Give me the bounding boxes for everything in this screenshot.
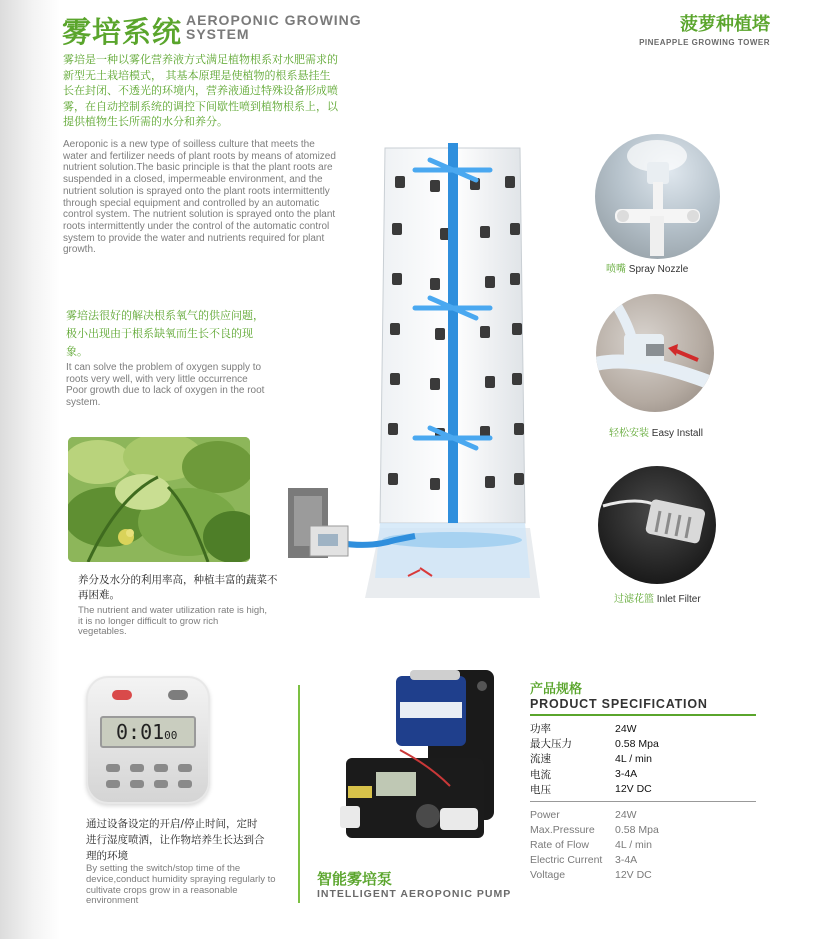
spec-table-en — [530, 807, 659, 883]
feature-caption-inlet-filter — [614, 590, 701, 605]
nutrient-text-cn: 养分及水分的利用率高，种植丰富的蔬菜不再困难。 — [78, 574, 278, 601]
inlet-filter-photo — [598, 466, 716, 584]
spec-value: 4L / min — [615, 752, 652, 765]
spec-row — [530, 868, 659, 883]
feature-caption-easy-install — [609, 424, 703, 439]
spec-value: 24W — [615, 808, 637, 821]
left-edge-shadow — [0, 0, 60, 939]
spec-row — [530, 853, 659, 868]
timer-key — [130, 764, 144, 772]
spec-value: 0.58 Mpa — [615, 823, 659, 836]
spec-key: Voltage — [530, 869, 566, 882]
spec-title-cn: 产品规格 — [530, 682, 583, 697]
page-title-cn: 雾培系统 — [62, 15, 183, 49]
spec-row — [530, 767, 659, 782]
aeroponic-tower-illustration — [280, 128, 560, 608]
timer-key — [154, 780, 168, 788]
spec-value: 12V DC — [615, 783, 652, 796]
vegetable-photo — [68, 437, 250, 562]
timer-grey-button — [168, 690, 188, 700]
spec-key: Electric Current — [530, 854, 603, 867]
spec-key: Max.Pressure — [530, 823, 595, 836]
spec-key: 电流 — [530, 768, 551, 781]
timer-red-button — [112, 690, 132, 700]
spec-rule — [530, 714, 756, 716]
spec-table-cn — [530, 721, 659, 797]
intro-text-en: Aeroponic is a new type of soilless culture that meets the water and fertilizer needs of plant roots by means of atomized nutrient solution.The basic principle is that the plant roots are suspended in a closed, impermeable environment, and the nutrient solution is sprayed onto the plant roots intermittently through special equipment and controlled by an automatic control system. The nutrient solution is sprayed onto the plant roots intermittently under the control of the automatic control system to provide the water and nutrients required for plant growth. — [63, 139, 336, 256]
spec-key: 最大压力 — [530, 738, 572, 751]
timer-key — [130, 780, 144, 788]
spray-nozzle-photo — [595, 134, 720, 259]
timer-text-cn: 通过设备设定的开启/停止时间，定时进行湿度喷洒，让作物培养生长达到合理的环境 — [86, 818, 265, 862]
spec-value: 4L / min — [615, 838, 652, 851]
spec-row — [530, 736, 659, 751]
timer-key — [154, 764, 168, 772]
timer-key — [178, 764, 192, 772]
timer-key — [106, 780, 120, 788]
spec-row — [530, 822, 659, 837]
page-title-en-line1: AEROPONIC GROWING — [186, 12, 362, 28]
section-divider — [298, 685, 300, 903]
spec-row — [530, 837, 659, 852]
nutrient-text-en: The nutrient and water utilization rate is high, it is no longer difficult to grow rich vegetables. — [78, 605, 268, 637]
timer-key — [178, 780, 192, 788]
feature-caption-en: Inlet Filter — [656, 594, 701, 605]
spec-key: Rate of Flow — [530, 838, 589, 851]
pump-title-cn: 智能雾培泵 — [317, 870, 393, 888]
timer-button-row — [106, 780, 192, 788]
pump-title-en: INTELLIGENT AEROPONIC PUMP — [317, 888, 512, 900]
oxygen-text-en: It can solve the problem of oxygen supply to roots very well, with very little occurrence Poor growth due to lack of oxygen in the root system. — [66, 362, 265, 408]
timer-lcd-display — [100, 716, 196, 748]
intro-text-cn: 雾培是一种以雾化营养液方式满足植物根系对水肥需求的新型无土栽培模式， 其基本原理是使植物的根系悬挂生长在封闭、不透光的环境内，营养液通过特殊设备形成喷雾，在自动控制系统的调控下间歇性喷到植物根系上，以提供植物生长所需的水分和养分。 — [63, 53, 338, 128]
spec-key: 电压 — [530, 783, 551, 796]
timer-display-seconds: 00 — [164, 729, 178, 742]
page-title-en-line2: SYSTEM — [186, 26, 250, 42]
aeroponic-pump-photo — [340, 666, 500, 862]
easy-install-photo — [596, 294, 714, 412]
feature-caption-cn: 喷嘴 — [606, 264, 626, 275]
spec-value: 24W — [615, 722, 637, 735]
timer-key — [106, 764, 120, 772]
timer-display-value: 0:01 — [116, 720, 165, 744]
feature-caption-cn: 轻松安装 — [609, 428, 649, 439]
tower-title-cn: 菠萝种植塔 — [680, 14, 770, 35]
spec-value: 12V DC — [615, 869, 652, 882]
feature-caption-en: Spray Nozzle — [628, 264, 689, 275]
feature-caption-en: Easy Install — [651, 428, 703, 439]
feature-caption-cn: 过滤花篮 — [614, 594, 654, 605]
tower-title-en: PINEAPPLE GROWING TOWER — [639, 38, 770, 47]
spec-value: 0.58 Mpa — [615, 737, 659, 750]
timer-text-en: By setting the switch/stop time of the device,conduct humidity spraying regularly to cultivate crops grow in a reasonable environment — [86, 863, 276, 907]
digital-timer-photo — [86, 676, 210, 804]
spec-key: Power — [530, 808, 560, 821]
spec-key: 功率 — [530, 723, 551, 736]
spec-rule-thin — [530, 801, 756, 802]
page-title-en — [186, 13, 386, 41]
spec-value: 3-4A — [615, 768, 638, 781]
spec-row — [530, 782, 659, 797]
oxygen-text-cn: 雾培法很好的解决根系氧气的供应问题，极小出现由于根系缺氧而生长不良的现象。 — [66, 309, 264, 358]
spec-row — [530, 721, 659, 736]
timer-button-row — [106, 764, 192, 772]
spec-title-en: PRODUCT SPECIFICATION — [530, 697, 708, 711]
feature-caption-spray-nozzle — [606, 260, 688, 275]
spec-row — [530, 807, 659, 822]
spec-key: 流速 — [530, 753, 551, 766]
spec-value: 3-4A — [615, 854, 638, 867]
spec-row — [530, 751, 659, 766]
